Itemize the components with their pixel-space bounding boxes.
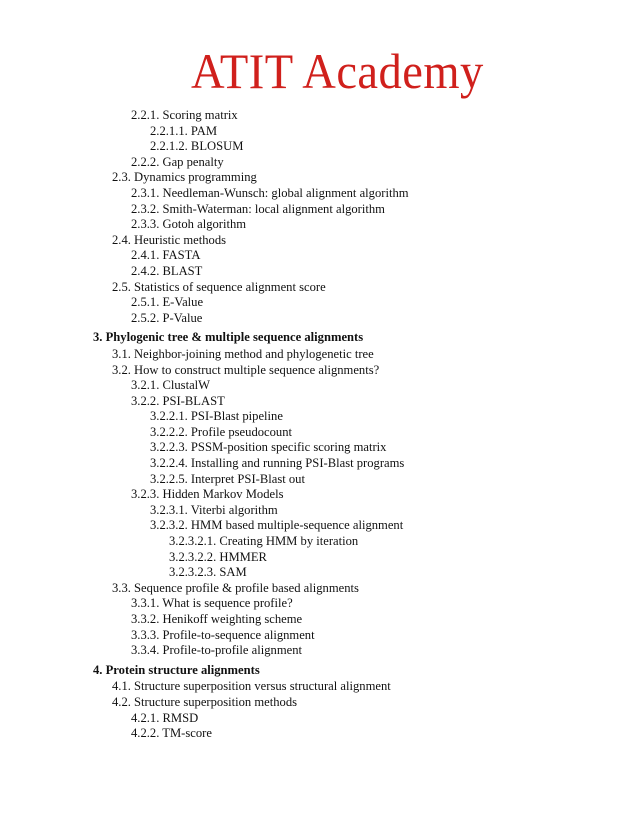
- toc-entry: 2.5.2. P-Value: [131, 310, 203, 325]
- toc-entry: 3.3.1. What is sequence profile?: [131, 596, 293, 611]
- toc-entry: 2.4.2. BLAST: [131, 263, 203, 278]
- toc-entry: 2.4. Heuristic methods: [112, 232, 227, 247]
- toc-entry: 2.3.2. Smith-Waterman: local alignment algorithm: [131, 201, 385, 216]
- toc-entry: 3.1. Neighbor-joining method and phylogenetic tree: [112, 346, 374, 361]
- toc-entry: 3.2.1. ClustalW: [131, 378, 211, 393]
- toc-entry: 3.2.2.5. Interpret PSI-Blast out: [150, 471, 305, 486]
- toc-entry: 2.5.1. E-Value: [131, 295, 204, 310]
- toc-entry: 3.2.2. PSI-BLAST: [131, 393, 225, 408]
- toc-entry: 2.3.3. Gotoh algorithm: [131, 217, 247, 232]
- toc-section-heading: 4. Protein structure alignments: [93, 662, 260, 677]
- toc-entry: 4.2.1. RMSD: [131, 710, 199, 725]
- toc-entry: 3.2.2.1. PSI-Blast pipeline: [150, 409, 283, 424]
- toc-entry: 2.2.1. Scoring matrix: [131, 108, 238, 122]
- toc-entry: 2.5. Statistics of sequence alignment score: [112, 279, 326, 294]
- toc-entry: 3.2.2.4. Installing and running PSI-Blast programs: [150, 456, 405, 471]
- toc-entry: 3.3.4. Profile-to-profile alignment: [131, 643, 303, 658]
- toc-entry: 3.3.2. Henikoff weighting scheme: [131, 612, 303, 626]
- logo-text: ATIT Academy: [191, 43, 484, 99]
- toc-entry: 3.3.3. Profile-to-sequence alignment: [131, 627, 315, 642]
- toc-entry: 3.2. How to construct multiple sequence alignments?: [112, 362, 380, 377]
- toc-entry: 3.2.2.3. PSSM-position specific scoring matrix: [150, 440, 387, 455]
- toc-entry: 4.1. Structure superposition versus structural alignment: [112, 679, 391, 694]
- toc-entry: 3.2.3.2.2. HMMER: [169, 549, 267, 564]
- toc-entry: 4.2. Structure superposition methods: [112, 694, 298, 709]
- toc-entry: 3.2.2.2. Profile pseudocount: [150, 424, 293, 439]
- toc-entry: 3.2.3. Hidden Markov Models: [131, 487, 284, 502]
- toc-entry: 2.3. Dynamics programming: [112, 170, 257, 185]
- toc-entry: 3.2.3.2. HMM based multiple-sequence alignment: [150, 518, 404, 533]
- toc-entry: 3.3. Sequence profile & profile based alignments: [112, 580, 359, 595]
- logo: [185, 38, 490, 104]
- toc-entry: 2.2.1.1. PAM: [150, 123, 218, 138]
- toc-entry: 3.2.3.1. Viterbi algorithm: [150, 502, 278, 517]
- toc-entry: 3.2.3.2.1. Creating HMM by iteration: [169, 534, 359, 549]
- toc-entry: 4.2.2. TM-score: [131, 726, 212, 741]
- table-of-contents: [0, 108, 638, 742]
- toc-entry: 2.2.2. Gap penalty: [131, 154, 224, 169]
- toc-entry: 2.2.1.2. BLOSUM: [150, 139, 244, 154]
- toc-entry: 3.2.3.2.3. SAM: [169, 565, 247, 580]
- toc-entry: 2.3.1. Needleman-Wunsch: global alignment algorithm: [131, 185, 409, 200]
- toc-entry: 2.4.1. FASTA: [131, 248, 201, 263]
- toc-section-heading: 3. Phylogenic tree & multiple sequence alignments: [93, 330, 364, 345]
